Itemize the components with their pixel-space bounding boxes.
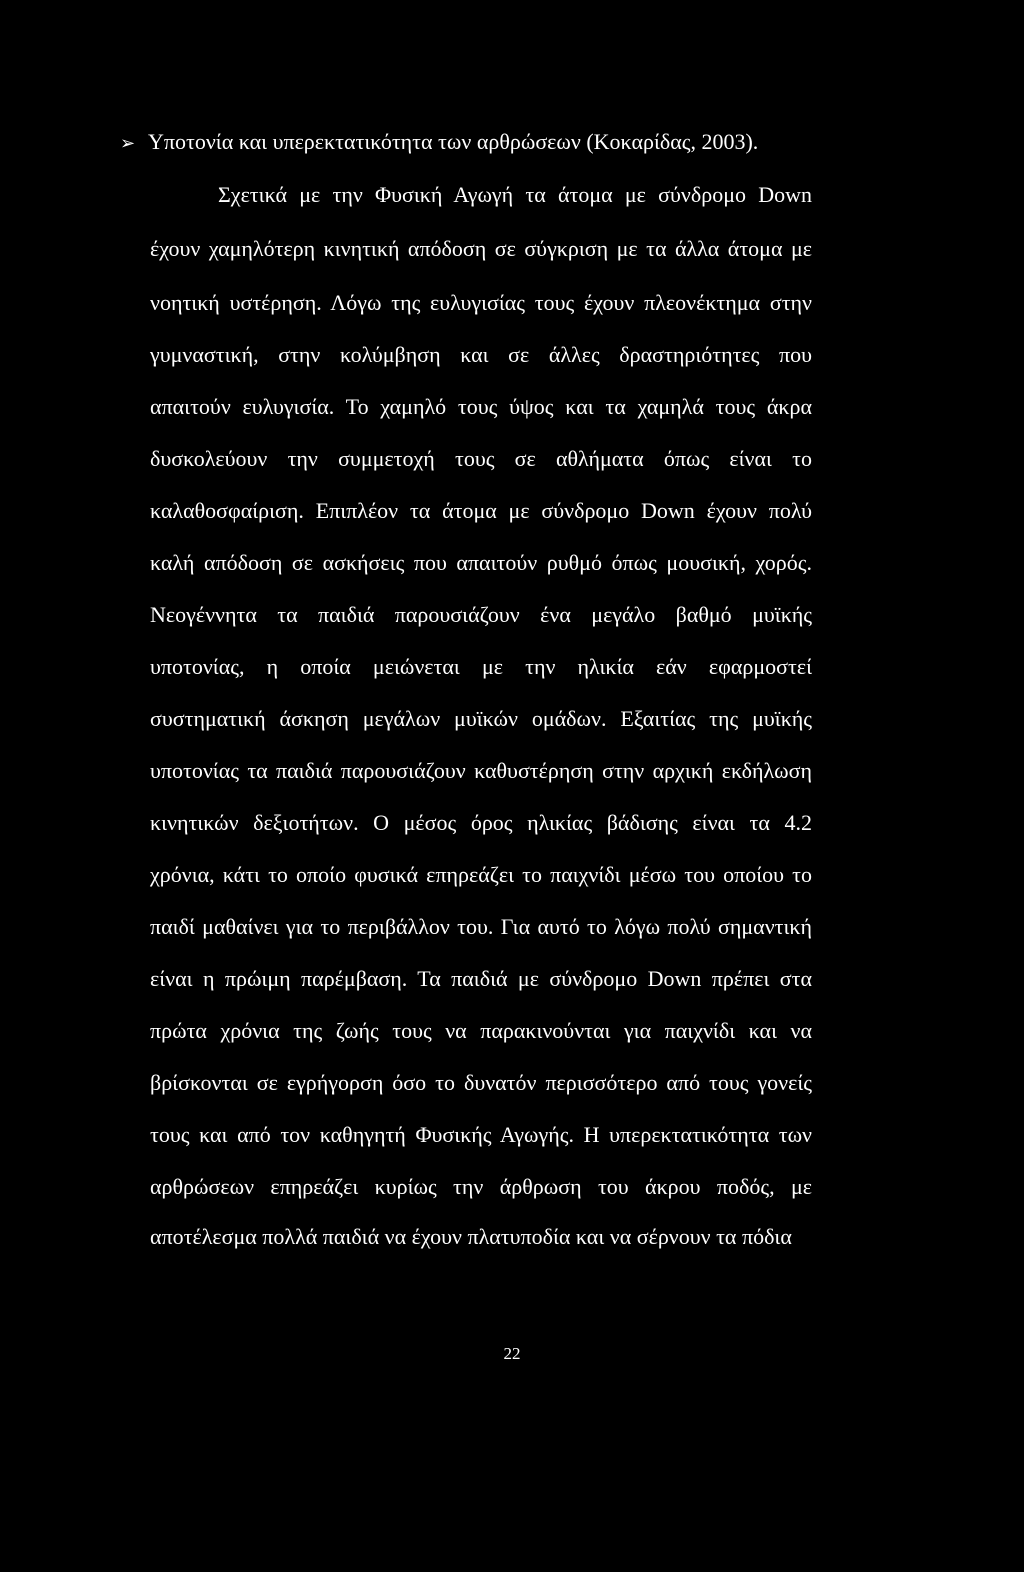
paragraph-line: αρθρώσεων επηρεάζει κυρίως την άρθρωση του άκρου ποδός, με (150, 1174, 812, 1199)
paragraph-line: βρίσκονται σε εγρήγορση όσο το δυνατόν περισσότερο από τους γονείς (150, 1070, 812, 1095)
paragraph-line: παιδί μαθαίνει για το περιβάλλον του. Για αυτό το λόγω πολύ σημαντική (150, 914, 812, 939)
paragraph-line: καλή απόδοση σε ασκήσεις που απαιτούν ρυθμό όπως μουσική, χορός. (150, 550, 812, 575)
paragraph-line: υποτονίας, η οποία μειώνεται με την ηλικία εάν εφαρμοστεί (150, 654, 812, 679)
paragraph-line: αποτέλεσμα πολλά παιδιά να έχουν πλατυποδία και να σέρνουν τα πόδια (150, 1224, 792, 1249)
paragraph-line: πρώτα χρόνια της ζωής τους να παρακινούνται για παιχνίδι και να (150, 1018, 812, 1043)
paragraph-line: γυμναστική, στην κολύμβηση και σε άλλες δραστηριότητες που (150, 342, 812, 367)
paragraph-line: δυσκολεύουν την συμμετοχή τους σε αθλήματα όπως είναι το (150, 446, 812, 471)
paragraph-line: κινητικών δεξιοτήτων. Ο μέσος όρος ηλικίας βάδισης είναι τα 4.2 (150, 810, 812, 835)
page-number: 22 (503, 1344, 521, 1363)
paragraph-line: Σχετικά με την Φυσική Αγωγή τα άτομα με σύνδρομο Down (218, 182, 812, 207)
paragraph-line: καλαθοσφαίριση. Επιπλέον τα άτομα με σύνδρομο Down έχουν πολύ (150, 498, 812, 523)
arrow-bullet-icon: ➢ (120, 133, 136, 154)
paragraph-line: απαιτούν ευλυγισία. Το χαμηλό τους ύψος και τα χαμηλά τους άκρα (150, 394, 812, 419)
paragraph-line: χρόνια, κάτι το οποίο φυσικά επηρεάζει το παιχνίδι μέσω του οποίου το (150, 862, 812, 887)
paragraph-line: είναι η πρώιμη παρέμβαση. Τα παιδιά με σύνδρομο Down πρέπει στα (150, 966, 812, 991)
paragraph-line: υποτονίας τα παιδιά παρουσιάζουν καθυστέρηση στην αρχική εκδήλωση (150, 758, 812, 783)
paragraph-line: νοητική υστέρηση. Λόγω της ευλυγισίας τους έχουν πλεονέκτημα στην (150, 290, 812, 315)
bullet-text: Υποτονία και υπερεκτατικότητα των αρθρώσεων (Κοκαρίδας, 2003). (148, 129, 759, 154)
paragraph-line: Νεογέννητα τα παιδιά παρουσιάζουν ένα μεγάλο βαθμό μυϊκής (150, 602, 812, 627)
paragraph-line: έχουν χαμηλότερη κινητική απόδοση σε σύγκριση με τα άλλα άτομα με (150, 236, 812, 261)
paragraph-line: τους και από τον καθηγητή Φυσικής Αγωγής. Η υπερεκτατικότητα των (150, 1122, 812, 1147)
paragraph-line: συστηματική άσκηση μεγάλων μυϊκών ομάδων. Εξαιτίας της μυϊκής (150, 706, 812, 731)
bullet-item (120, 127, 880, 159)
